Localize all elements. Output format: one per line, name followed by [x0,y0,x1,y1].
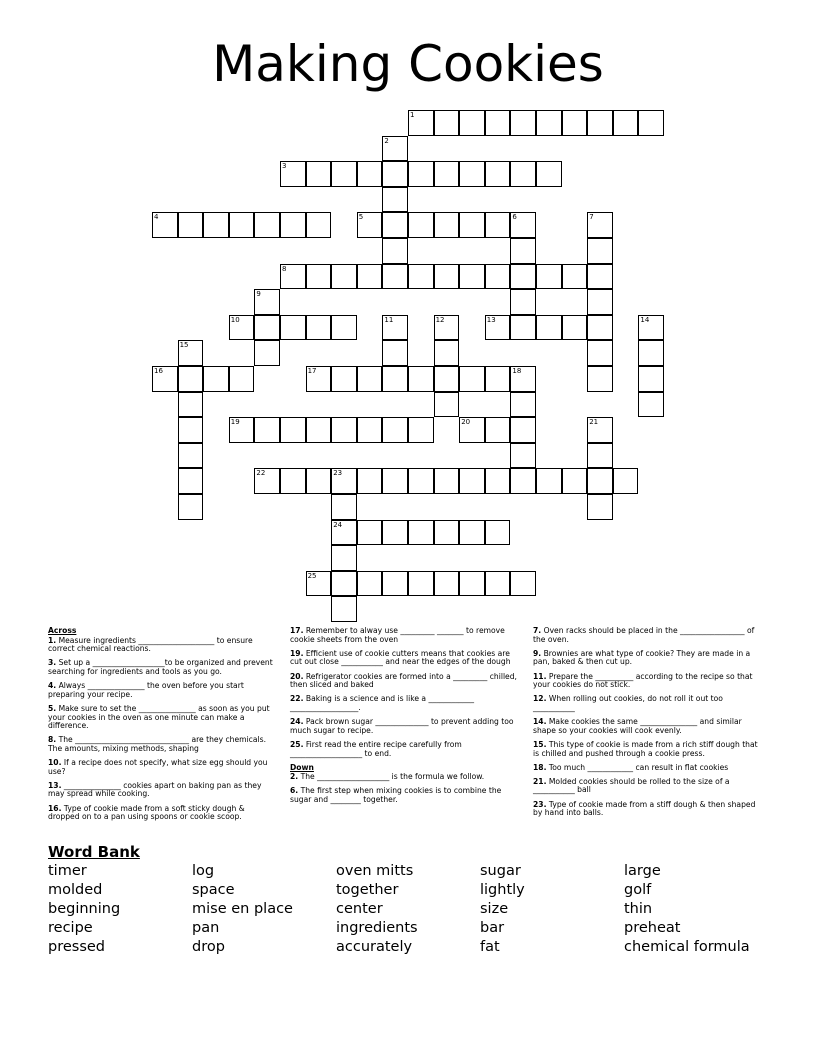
clue-item [533,627,759,644]
crossword-cell[interactable] [587,264,613,290]
clue-number: 6 [512,213,517,222]
crossword-cell[interactable] [382,264,408,290]
word-bank-item: timer [48,863,87,879]
clue-section-heading: Across [48,626,77,635]
clue-text: Measure ingredients ____________________ to ensure correct chemical reactions. [48,635,253,654]
clue-number: 15. [533,739,547,749]
clue-item [533,650,759,667]
word-bank-item: bar [480,920,505,936]
clue-item [290,741,522,758]
crossword-cell[interactable] [510,571,536,597]
clue-number: 8. [48,735,57,745]
word-bank-item: beginning [48,901,121,917]
clue-number: 20. [290,671,304,681]
crossword-cell[interactable] [587,289,613,315]
crossword-cell[interactable] [562,264,588,290]
crossword-cell[interactable] [331,520,357,546]
word-bank-item: golf [624,882,652,898]
clue-number: 11 [384,315,394,324]
crossword-cell[interactable] [434,315,460,341]
clue-item [290,787,522,804]
clue-item [533,718,759,735]
clue-number: 4 [154,213,159,222]
clue-number: 22. [290,694,304,704]
clue-number: 3. [48,658,57,668]
clue-text: Baking is a science and is like a ____________ __________________. [290,694,475,712]
crossword-cell[interactable] [306,212,332,238]
crossword-cell[interactable] [280,417,306,443]
clue-item [48,682,274,699]
crossword-cell[interactable] [613,468,639,494]
crossword-cell[interactable] [536,110,562,136]
crossword-cell[interactable] [536,264,562,290]
clue-item [533,801,759,818]
crossword-cell[interactable] [485,110,511,136]
crossword-cell[interactable] [562,468,588,494]
crossword-cell[interactable] [331,315,357,341]
clue-text: This type of cookie is made from a rich stiff dough that is chilled and pushed through a cookie press. [533,739,758,758]
clue-number: 9 [256,290,261,299]
clue-text: Molded cookies should be rolled to the size of a ___________ ball [533,776,730,795]
clue-text: Type of cookie made from a soft sticky dough & dropped on to a pan using spoons or cookie scoop. [48,803,245,822]
crossword-cell[interactable] [357,366,383,392]
crossword-cell[interactable] [382,417,408,443]
clue-text: Prepare the __________ according to the recipe so that your cookies do not stick. [533,671,753,690]
word-bank-item: fat [480,939,500,955]
crossword-cell[interactable] [510,392,536,418]
clue-number: 8 [282,264,287,273]
crossword-cell[interactable] [485,468,511,494]
clue-number: 22 [256,469,266,478]
crossword-cell[interactable] [331,571,357,597]
crossword-cell[interactable] [434,161,460,187]
crossword-cell[interactable] [280,161,306,187]
crossword-cell[interactable] [306,417,332,443]
crossword-cell[interactable] [203,366,229,392]
clue-text: The ___________________ is the formula we follow. [298,772,485,782]
crossword-cell[interactable] [434,212,460,238]
crossword-cell[interactable] [510,443,536,469]
crossword-cell[interactable] [459,212,485,238]
clue-text: If a recipe does not specify, what size egg should you use? [48,758,268,776]
crossword-cell[interactable] [434,340,460,366]
crossword-cell[interactable] [382,468,408,494]
clue-item [533,673,759,690]
crossword-cell[interactable] [562,110,588,136]
clue-number: 21. [533,776,547,786]
clue-text: Pack brown sugar ______________ to prevent adding too much sugar to recipe. [290,717,514,735]
crossword-cell[interactable] [510,161,536,187]
clue-number: 18 [512,367,522,375]
crossword-cell[interactable] [382,366,408,392]
crossword-cell[interactable] [408,212,434,238]
clue-number: 4. [48,681,57,691]
word-bank-item: drop [192,939,225,955]
crossword-cell[interactable] [485,264,511,290]
crossword-cell[interactable] [178,443,204,469]
crossword-cell[interactable] [510,110,536,136]
clues-column-1 [48,627,274,827]
crossword-cell[interactable] [485,417,511,443]
clue-text: Brownies are what type of cookie? They are made in a pan, baked & then cut up. [533,648,751,667]
word-bank-item: log [192,863,215,879]
clue-text: First read the entire recipe carefully from ___________________ to end. [290,739,462,758]
crossword-cell[interactable] [459,161,485,187]
word-bank-item: thin [624,901,653,917]
crossword-cell[interactable] [357,417,383,443]
crossword-cell[interactable] [331,417,357,443]
crossword-cell[interactable] [587,468,613,494]
crossword-cell[interactable] [178,392,204,418]
crossword-cell[interactable] [587,340,613,366]
crossword-cell[interactable] [382,520,408,546]
clue-text: The ______________________________ are they chemicals. The amounts, mixing methods, shaping [48,735,266,753]
word-bank-item: size [480,901,509,917]
clue-number: 1. [48,635,57,645]
crossword-cell[interactable] [331,468,357,494]
crossword-cell[interactable] [306,161,332,187]
clue-section-heading: Down [290,762,314,772]
word-bank-item: center [336,901,383,917]
crossword-cell[interactable] [357,520,383,546]
crossword-cell[interactable] [229,417,255,443]
crossword-cell[interactable] [459,417,485,443]
crossword-cell[interactable] [408,520,434,546]
clue-number: 24. [290,717,304,727]
clue-item [290,718,522,735]
crossword-cell[interactable] [408,366,434,392]
crossword-cell[interactable] [280,468,306,494]
clue-number: 15 [179,341,189,350]
clue-number: 17. [290,626,304,635]
crossword-cell[interactable] [485,520,511,546]
clue-number: 12 [435,315,445,324]
clue-item [48,705,274,731]
clue-text: Type of cookie made from a stiff dough & then shaped by hand into balls. [533,799,756,818]
crossword-cell[interactable] [485,571,511,597]
word-bank-item: pan [192,920,220,936]
clue-number: 7. [533,626,542,635]
clue-item [290,695,522,712]
clue-text: Too much ____________ can result in flat cookies [546,762,729,772]
word-bank-item: space [192,882,235,898]
crossword-cell[interactable] [536,161,562,187]
clue-number: 16 [154,367,163,375]
clue-text: Always _______________ the oven before you start preparing your recipe. [48,681,244,699]
clue-item [533,695,759,712]
crossword-cell[interactable] [485,212,511,238]
crossword-cell[interactable] [459,264,485,290]
clue-item [48,637,274,654]
crossword-cell[interactable] [254,417,280,443]
clue-number: 3 [282,162,287,171]
crossword-cell[interactable] [408,161,434,187]
page-title: Making Cookies [212,35,604,93]
crossword-cell[interactable] [203,212,229,238]
clue-item [48,782,274,799]
word-bank-item: preheat [624,920,681,936]
word-bank-item: molded [48,882,103,898]
crossword-cell[interactable] [587,110,613,136]
crossword-cell[interactable] [613,110,639,136]
word-bank-item: large [624,863,661,879]
crossword-cell[interactable] [254,340,280,366]
crossword-cell[interactable] [638,340,664,366]
crossword-cell[interactable] [587,494,613,520]
crossword-cell[interactable] [408,571,434,597]
crossword-cell[interactable] [638,315,664,341]
crossword-cell[interactable] [562,315,588,341]
crossword-cell[interactable] [510,289,536,315]
clue-number: 20 [461,418,471,427]
crossword-cell[interactable] [306,366,332,392]
clue-number: 14. [533,717,547,727]
crossword-cell[interactable] [229,366,255,392]
clue-item [290,627,522,644]
crossword-cell[interactable] [536,468,562,494]
word-bank-item: chemical formula [624,939,750,955]
crossword-cell[interactable] [178,212,204,238]
crossword-cell[interactable] [459,366,485,392]
crossword-cell[interactable] [459,468,485,494]
clue-item [290,673,522,690]
crossword-cell[interactable] [434,110,460,136]
crossword-cell[interactable] [152,212,178,238]
crossword-cell[interactable] [331,596,357,622]
word-bank-title: Word Bank [48,843,140,861]
crossword-cell[interactable] [638,110,664,136]
crossword-cell[interactable] [434,571,460,597]
crossword-cell[interactable] [306,264,332,290]
clue-item [533,741,759,758]
clue-number: 19 [230,418,240,427]
crossword-cell[interactable] [331,494,357,520]
clue-number: 2. [290,772,299,782]
clue-text: Make cookies the same _______________ and similar shape so your cookies will cook evenly. [533,717,742,735]
clue-text: Refrigerator cookies are formed into a _________ chilled, then sliced and baked [290,671,517,690]
clue-text: Efficient use of cookie cutters means that cookies are cut out close ___________ and near the edges of the dough [290,648,511,667]
word-bank-item: lightly [480,882,525,898]
crossword-cell[interactable] [306,468,332,494]
clue-item [48,659,274,676]
clue-number: 12. [533,694,547,704]
crossword-cell[interactable] [331,545,357,571]
clue-text: _______________ cookies apart on baking pan as they may spread while cooking. [48,780,262,799]
clue-number: 5. [48,703,57,713]
clue-number: 25 [307,571,317,580]
crossword-cell[interactable] [382,212,408,238]
crossword-cell[interactable] [178,366,204,392]
crossword-cell[interactable] [408,417,434,443]
crossword-cell[interactable] [536,315,562,341]
crossword-cell[interactable] [306,315,332,341]
word-bank-item: together [336,882,399,898]
word-bank-item: mise en place [192,901,293,917]
crossword-cell[interactable] [178,340,204,366]
clue-number: 16. [48,803,62,813]
clue-number: 23. [533,799,547,809]
clue-item [48,736,274,753]
clue-number: 23 [333,469,343,478]
word-bank-item: oven mitts [336,863,414,879]
clues-column-3 [533,627,759,823]
crossword-cell[interactable] [638,392,664,418]
crossword-cell[interactable] [254,212,280,238]
crossword-cell[interactable] [587,238,613,264]
crossword-cell[interactable] [434,264,460,290]
clue-number: 10. [48,758,62,768]
crossword-cell[interactable] [178,417,204,443]
crossword-cell[interactable] [434,468,460,494]
clue-number: 1 [410,111,415,119]
crossword-cell[interactable] [587,366,613,392]
crossword-cell[interactable] [382,340,408,366]
crossword-cell[interactable] [587,212,613,238]
crossword-cell[interactable] [229,315,255,341]
clue-text: When rolling out cookies, do not roll it out too ___________ [533,694,723,712]
clue-text: Set up a ___________________to be organized and prevent searching for ingredients and tools as you go. [48,658,273,676]
crossword-cell[interactable] [357,161,383,187]
crossword-cell[interactable] [382,238,408,264]
clue-number: 21 [589,418,599,427]
crossword-cell[interactable] [254,468,280,494]
clue-item [48,805,274,822]
crossword-cell[interactable] [306,571,332,597]
crossword-cell[interactable] [510,417,536,443]
crossword-cell[interactable] [254,315,280,341]
crossword-cell[interactable] [510,366,536,392]
clue-number: 9. [533,648,542,658]
crossword-cell[interactable] [280,264,306,290]
clue-number: 6. [290,786,299,796]
crossword-cell[interactable] [408,264,434,290]
crossword-cell[interactable] [178,468,204,494]
word-bank-item: ingredients [336,920,418,936]
crossword-cell[interactable] [331,264,357,290]
crossword-cell[interactable] [357,468,383,494]
crossword-cell[interactable] [510,315,536,341]
crossword-cell[interactable] [229,212,255,238]
crossword-cell[interactable] [638,366,664,392]
crossword-cell[interactable] [254,289,280,315]
clue-number: 25. [290,739,304,749]
clue-text: Remember to alway use _________ _______ to remove cookie sheets from the oven [290,626,505,644]
clue-number: 10 [230,315,240,324]
clue-number: 11. [533,671,547,681]
clue-item [290,773,522,782]
crossword-cell[interactable] [587,417,613,443]
crossword-cell[interactable] [382,315,408,341]
clue-number: 19. [290,648,304,658]
clue-item [533,778,759,795]
clue-item [290,650,522,667]
crossword-cell[interactable] [510,468,536,494]
crossword-cell[interactable] [357,264,383,290]
clues-column-2 [290,627,522,810]
crossword-cell[interactable] [587,443,613,469]
crossword-cell[interactable] [382,136,408,162]
crossword-cell[interactable] [331,161,357,187]
crossword-cell[interactable] [434,392,460,418]
clue-number: 13. [48,780,62,790]
crossword-cell[interactable] [510,238,536,264]
clue-text: Make sure to set the _______________ as soon as you put your cookies in the oven as one minute can make a difference. [48,703,270,731]
clue-number: 2 [384,136,389,145]
clue-text: The first step when mixing cookies is to combine the sugar and ________ together. [290,786,502,805]
crossword-cell[interactable] [485,315,511,341]
crossword-cell[interactable] [382,161,408,187]
crossword-cell[interactable] [178,494,204,520]
clue-number: 14 [640,315,650,324]
crossword-cell[interactable] [459,520,485,546]
crossword-cell[interactable] [459,571,485,597]
crossword-cell[interactable] [510,212,536,238]
crossword-cell[interactable] [382,571,408,597]
crossword-cell[interactable] [459,110,485,136]
clue-number: 5 [358,213,364,222]
clue-number: 13 [486,315,496,324]
crossword-cell[interactable] [485,366,511,392]
crossword-cell[interactable] [280,212,306,238]
word-bank-item: sugar [480,863,521,879]
crossword-cell[interactable] [408,110,434,136]
clue-item [533,764,759,773]
crossword-cell[interactable] [485,161,511,187]
crossword-cell[interactable] [382,187,408,213]
crossword-cell[interactable] [152,366,178,392]
crossword-cell[interactable] [408,468,434,494]
crossword-cell[interactable] [357,571,383,597]
crossword-cell[interactable] [434,520,460,546]
clue-text: Oven racks should be placed in the _________________ of the oven. [533,626,755,644]
clue-number: 18. [533,762,547,772]
clue-number: 7 [589,213,594,222]
word-bank-item: pressed [48,939,106,955]
word-bank [48,862,788,957]
crossword-cell[interactable] [510,264,536,290]
crossword-cell[interactable] [434,366,460,392]
crossword-cell[interactable] [587,315,613,341]
word-bank-item: accurately [336,939,413,955]
crossword-cell[interactable] [280,315,306,341]
clue-item [48,759,274,776]
clue-number: 17 [307,367,317,375]
clue-number: 24 [333,520,343,529]
crossword-cell[interactable] [331,366,357,392]
word-bank-item: recipe [48,920,93,936]
crossword-cell[interactable] [357,212,383,238]
